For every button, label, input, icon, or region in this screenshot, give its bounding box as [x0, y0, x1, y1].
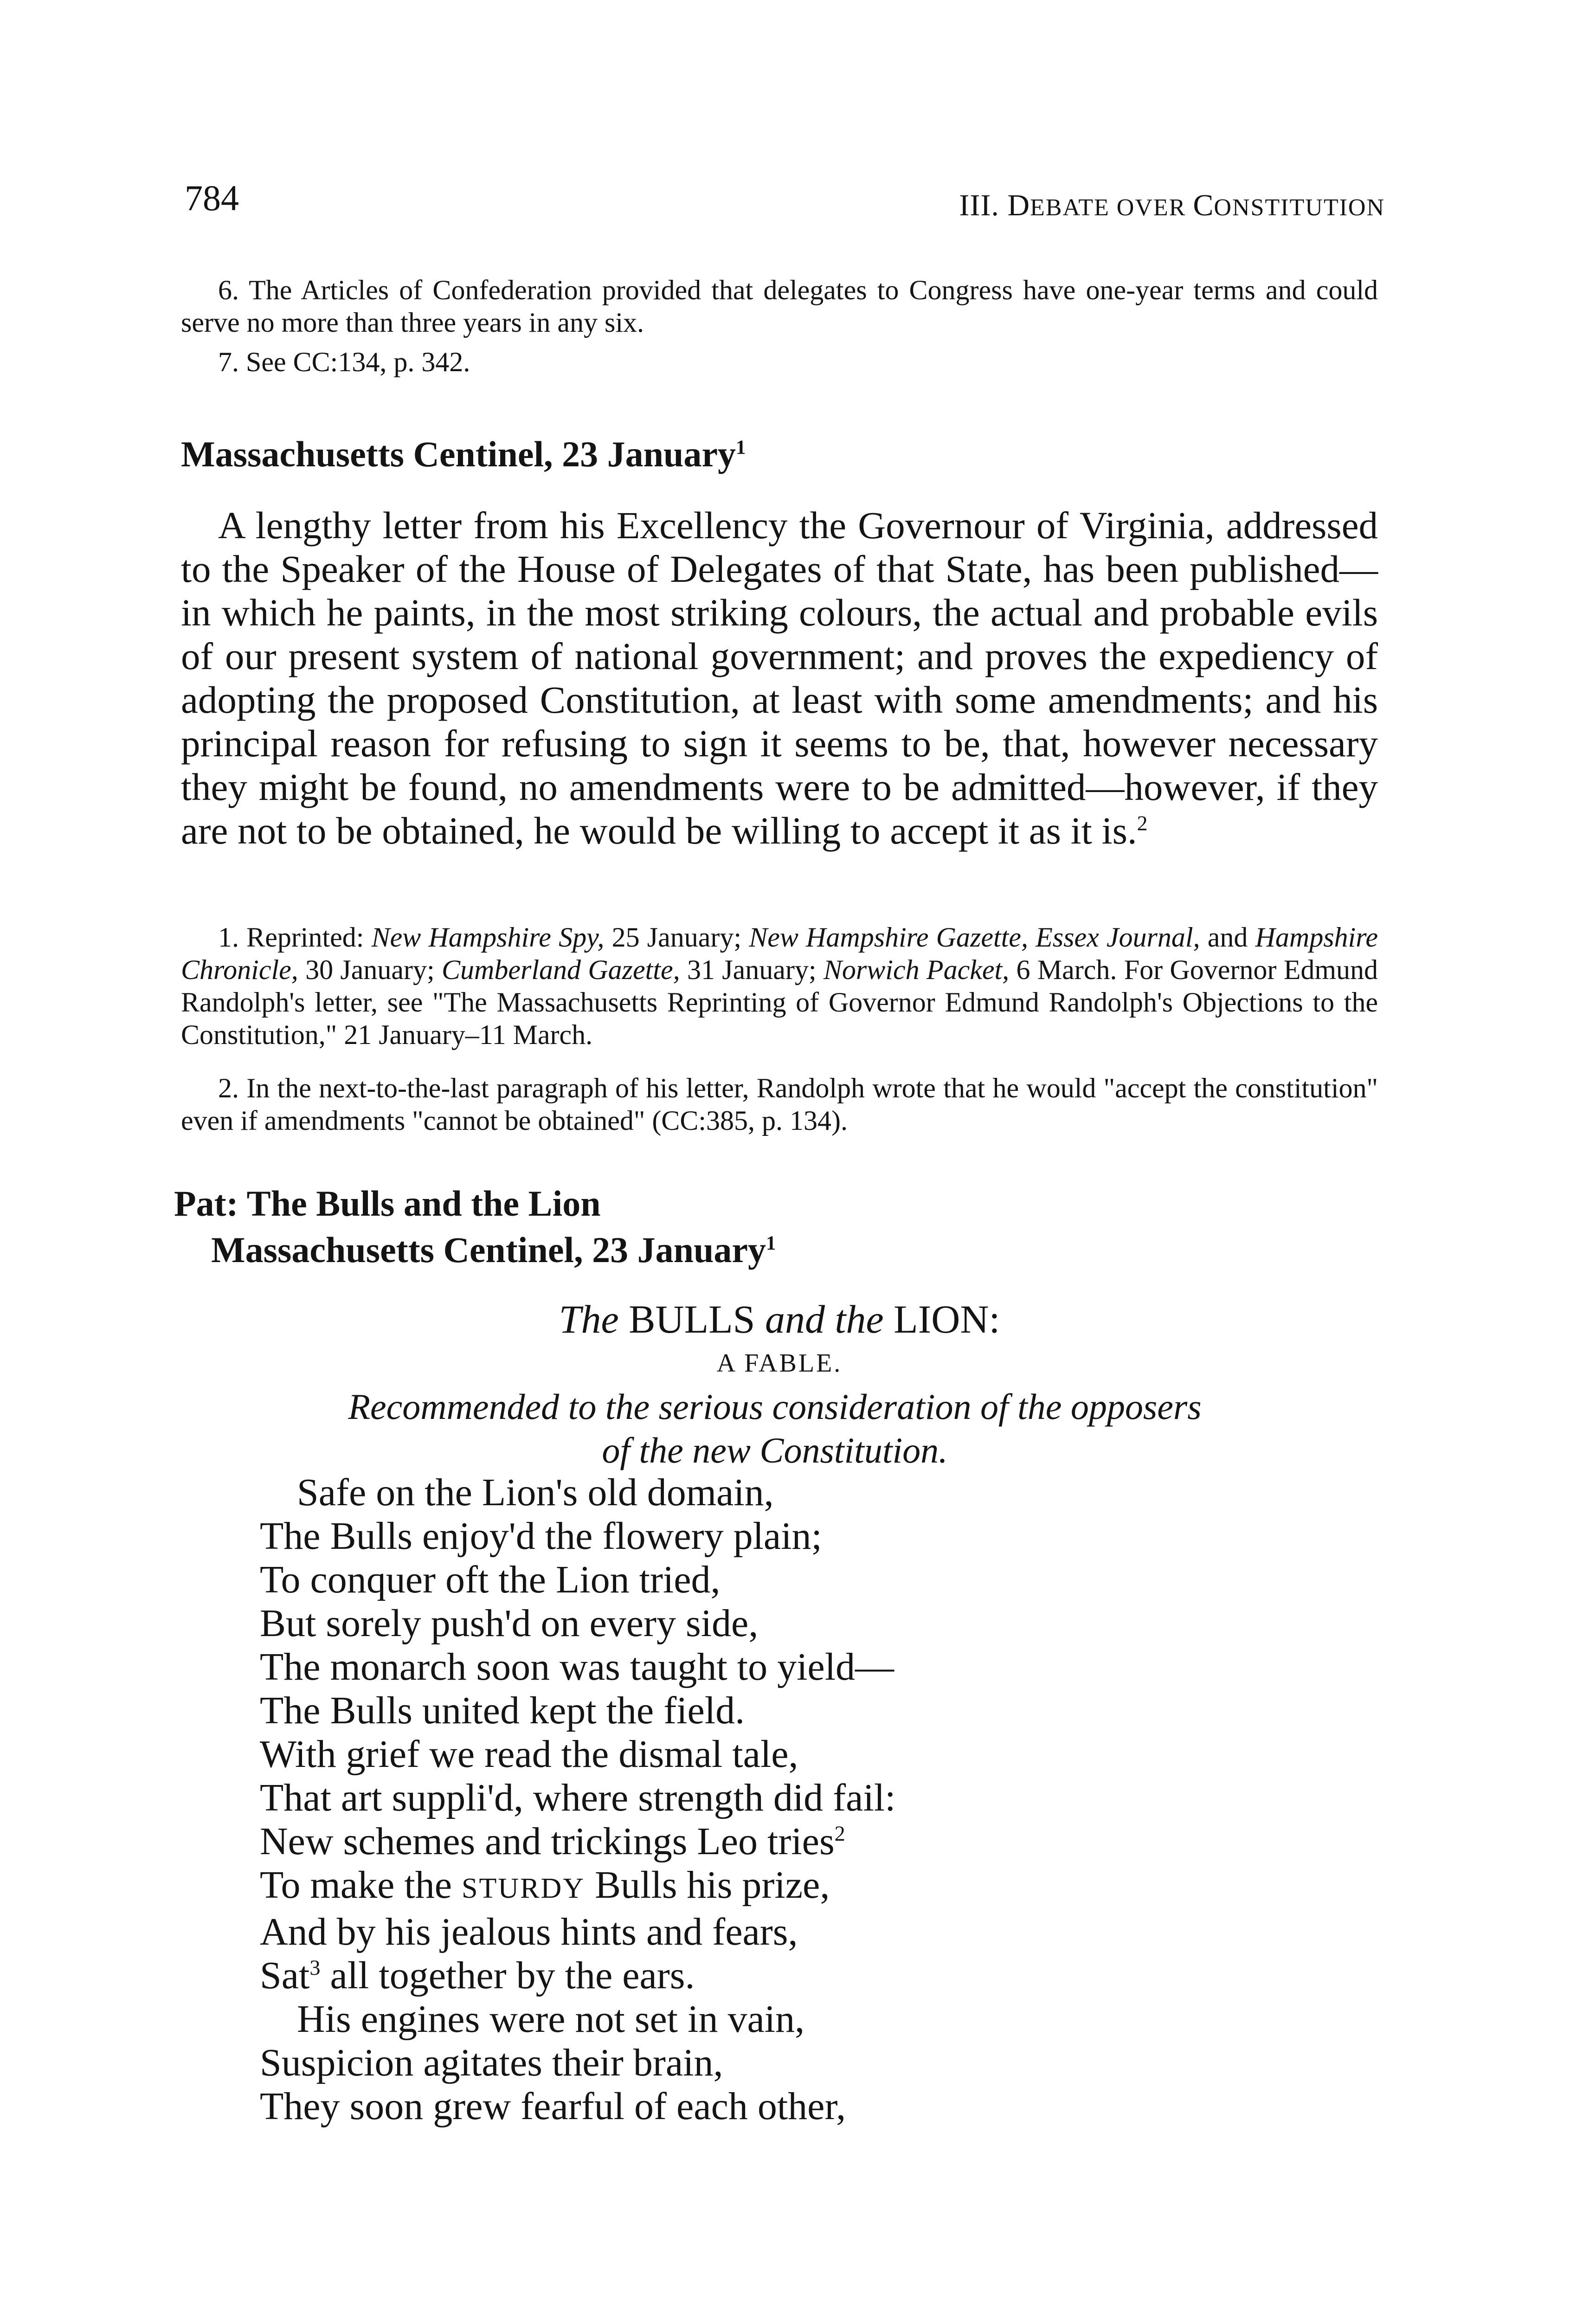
verse-line: The Bulls united kept the field.: [260, 1689, 745, 1732]
poem-title-bulls: BULLS: [618, 1297, 765, 1341]
verse-line-12-ref: 3: [309, 1956, 321, 1979]
fn1-part-d: New Hampshire Gazette, Essex Journal,: [749, 922, 1200, 953]
verse-line-10-text: To make the: [260, 1863, 462, 1907]
running-head-small-caps-1: EBATE OVER: [1030, 194, 1193, 221]
verse-line: To conquer oft the Lion tried,: [260, 1558, 721, 1601]
section-1-body: [181, 503, 1378, 852]
verse-line-10-tail: Bulls his prize,: [585, 1863, 830, 1907]
fn1-part-b: New Hampshire Spy,: [371, 922, 605, 953]
verse-line: Suspicion agitates their brain,: [260, 2041, 723, 2084]
fn1-part-g: 30 January;: [298, 954, 442, 985]
section-1-footnote-1: [181, 921, 1378, 1051]
verse-line: Safe on the Lion's old domain,: [297, 1471, 774, 1514]
section-1-body-ref: 2: [1137, 811, 1148, 835]
section-2-heading-line-2: [211, 1232, 776, 1268]
verse-line-12-text: Sat: [260, 1954, 310, 1997]
section-2-heading-ref: 1: [766, 1232, 776, 1254]
fn1-part-f: Hampshire Chronicle,: [181, 922, 1378, 985]
fn1-part-j: Norwich Packet,: [823, 954, 1010, 985]
section-1-heading: [181, 436, 746, 472]
verse-line: That art suppli'd, where strength did fail:: [260, 1776, 896, 1819]
running-head-prefix: III. D: [959, 188, 1030, 222]
note-7-text: 7. See CC:134, p. 342.: [218, 347, 470, 377]
poem-recommendation: [334, 1385, 1216, 1472]
running-head: [959, 190, 1385, 221]
section-1-heading-ref: 1: [736, 437, 746, 458]
poem-recommendation-line-1: Recommended to the serious consideration of the opposers: [348, 1386, 1202, 1427]
verse-line: The Bulls enjoy'd the flowery plain;: [260, 1514, 822, 1558]
page-number: 784: [185, 178, 239, 218]
poem-title-lion: LION:: [883, 1297, 1000, 1341]
note-7: [181, 346, 1378, 378]
note-6: [181, 274, 1378, 339]
section-1-body-text: A lengthy letter from his Excellency the Governour of Virginia, addressed to the Speaker of the House of Delegates of that State, has been published—in which he paints, in the most striking colours, the actual and probable evils of our present system of national government; and proves the expediency of adopting the proposed Constitution, at least with some amendments; and his principal reason for refusing to sign it seems to be, that, however necessary they might be found, no amendments were to be admitted—however, if they are not to be obtained, he would be willing to accept it as it is.: [181, 504, 1378, 852]
verse-line: With grief we read the dismal tale,: [260, 1733, 798, 1776]
running-head-cap: C: [1193, 188, 1214, 222]
verse-line: The monarch soon was taught to yield—: [260, 1645, 895, 1688]
verse-line: But sorely push'd on every side,: [260, 1602, 759, 1645]
running-head-small-caps-2: ONSTITUTION: [1214, 194, 1385, 221]
verse-line-9-ref: 2: [834, 1822, 845, 1845]
verse-line: They soon grew fearful of each other,: [260, 2085, 846, 2128]
verse-line: His engines were not set in vain,: [297, 1998, 805, 2041]
poem-subtitle: A FABLE.: [716, 1349, 843, 1378]
verse-line: [260, 1954, 895, 1998]
poem-verse: [260, 1471, 895, 2128]
section-1-heading-text: Massachusetts Centinel, 23 January: [181, 434, 736, 474]
section-1-footnote-2-text: 2. In the next-to-the-last paragraph of his letter, Randolph wrote that he would "accept the constitution" even if amendments "cannot be obtained" (CC:385, p. 134).: [181, 1073, 1378, 1136]
verse-line-12-tail: all together by the ears.: [320, 1954, 695, 1997]
poem-recommendation-line-2: of the new Constitution.: [602, 1430, 948, 1470]
section-2-heading-line-1: Pat: The Bulls and the Lion: [174, 1183, 601, 1224]
fn1-part-e: and: [1200, 922, 1255, 953]
fn1-part-a: 1. Reprinted:: [218, 922, 372, 953]
section-1-footnote-2: [181, 1072, 1378, 1137]
fn1-part-i: 31 January;: [680, 954, 824, 985]
poem-title: [181, 1299, 1378, 1339]
verse-line: [260, 1863, 895, 1910]
verse-line-10-small-caps: STURDY: [461, 1873, 586, 1904]
verse-line: And by his jealous hints and fears,: [260, 1910, 798, 1953]
fn1-part-h: Cumberland Gazette,: [442, 954, 680, 985]
fn1-part-c: 25 January;: [604, 922, 749, 953]
fn1-part-k: 6 March. For Governor Edmund Randolph's letter, see "The Massachusetts Reprinting of Governor Edmund Randolph's Objections to the Constitution," 21 January–11 March.: [181, 954, 1378, 1050]
section-2-heading-line-2-text: Massachusetts Centinel, 23 January: [211, 1230, 766, 1270]
verse-line-9-text: New schemes and trickings Leo tries: [260, 1820, 835, 1863]
poem-title-the: The: [559, 1297, 619, 1341]
poem-title-and-the: and the: [765, 1297, 884, 1341]
verse-line: [260, 1820, 895, 1863]
note-6-text: 6. The Articles of Confederation provided that delegates to Congress have one-year terms and could serve no more than three years in any six.: [181, 275, 1378, 338]
